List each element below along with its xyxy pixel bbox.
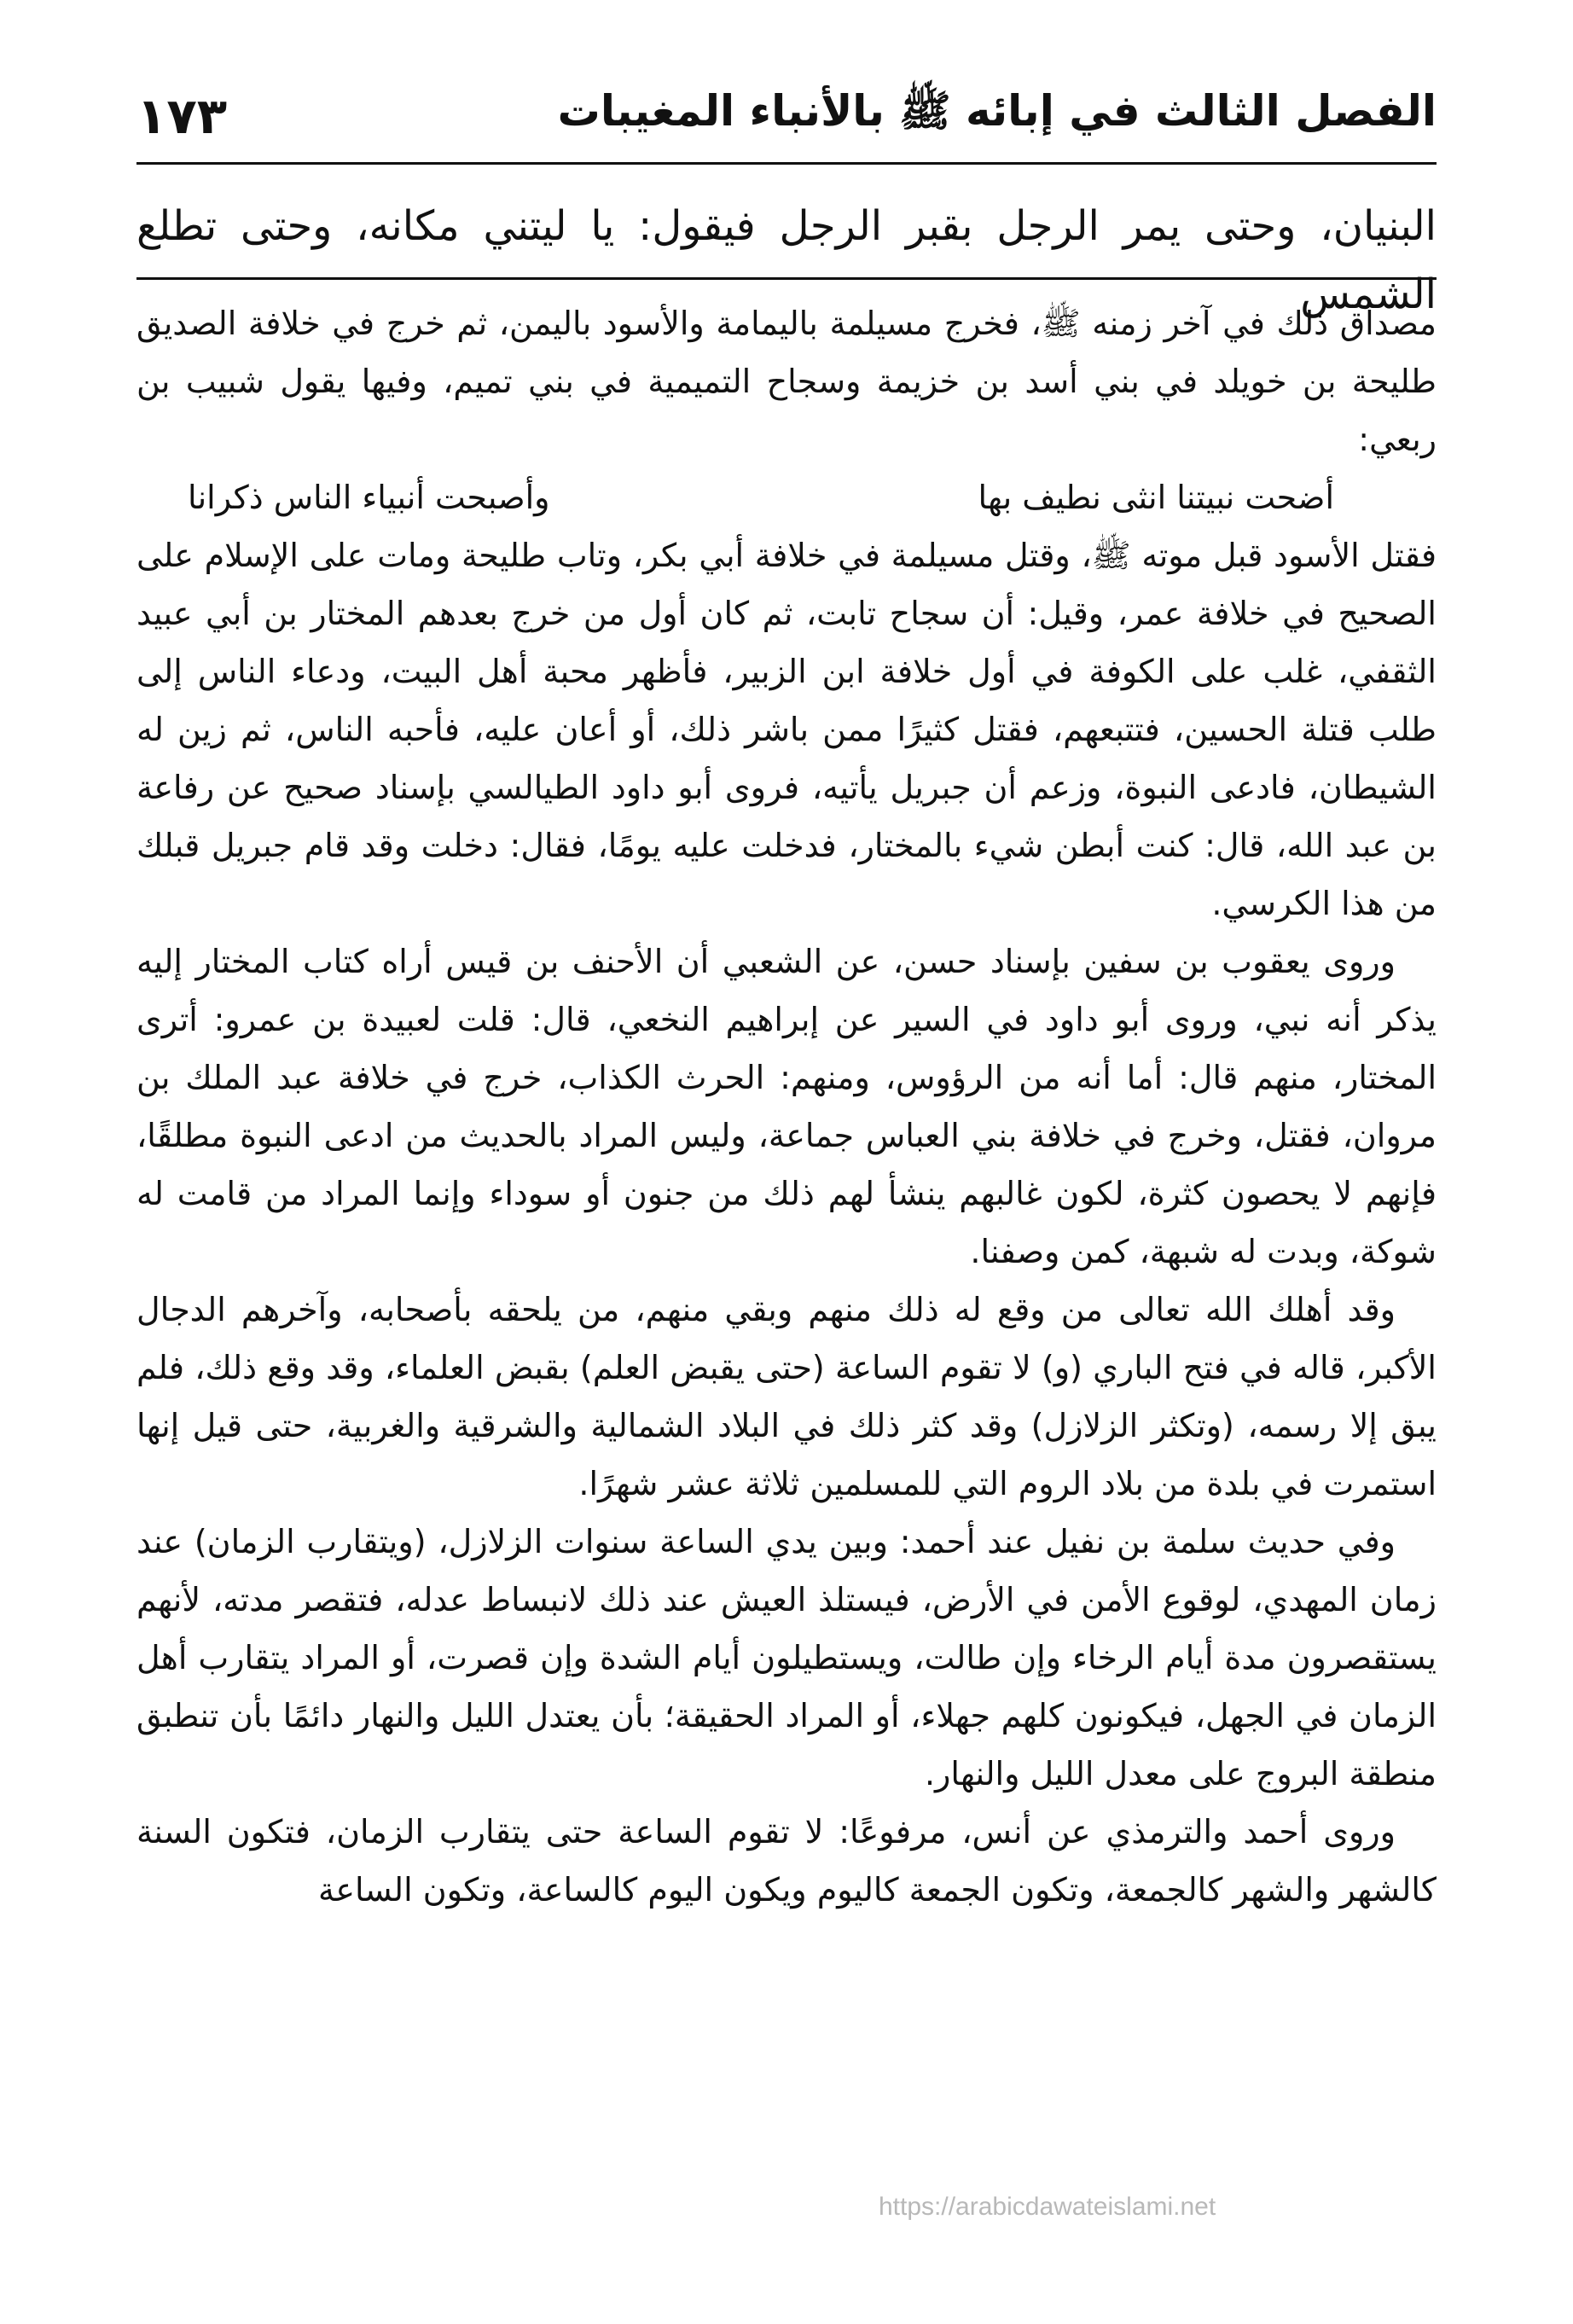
header-divider [136, 162, 1437, 165]
paragraph-3: وروى يعقوب بن سفين بإسناد حسن، عن الشعبي أن الأحنف بن قيس أراه كتاب المختار إليه يذكر أنه نبي، وروى أبو داود في السير عن إبراهيم النخعي، قال: قلت لعبيدة بن عمرو: أترى المختار، منهم قال: أما أنه من الرؤوس، ومنهم: الحرث الكذاب، خرج في خلافة عبد الملك بن مروان، فقتل، وخرج في خلافة بني العباس جماعة، وليس المراد بالحديث من ادعى النبوة مطلقًا، فإنهم لا يحصون كثرة، لكون غالبهم ينشأ لهم ذلك من جنون أو سوداء وإنما المراد من قامت له شوكة، وبدت له شبهة، كمن وصفنا. [136, 943, 1437, 1270]
source-watermark: https://arabicdawateislami.net [879, 2193, 1216, 2221]
paragraph-2: فقتل الأسود قبل موته ﷺ، وقتل مسيلمة في خلافة أبي بكر، وتاب طليحة ومات على الإسلام على الصحيح في خلافة عمر، وقيل: أن سجاح تابت، ثم كان أول من خرج بعدهم المختار بن أبي عبيد الثقفي، غلب على الكوفة في أول خلافة ابن الزبير، فأظهر محبة أهل البيت، ودعاء الناس إلى طلب قتلة الحسين، فتتبعهم، فقتل كثيرًا ممن باشر ذلك، أو أعان عليه، فأحبه الناس، ثم زين له الشيطان، فادعى النبوة، وزعم أن جبريل يأتيه، فروى أبو داود الطيالسي بإسناد صحيح عن رفاعة بن عبد الله، قال: كنت أبطن شيء بالمختار، فدخلت عليه يومًا، فقال: دخلت وقد قام جبريل قبلك من هذا الكرسي. [136, 537, 1437, 922]
running-title: الفصل الثالث في إبائه ﷺ بالأنباء المغيبات [557, 86, 1437, 136]
main-text [136, 294, 1437, 1919]
paragraph-6: وروى أحمد والترمذي عن أنس، مرفوعًا: لا تقوم الساعة حتى يتقارب الزمان، فتكون السنة كالشهر والشهر كالجمعة، وتكون الجمعة كاليوم ويكون اليوم كالساعة، وتكون الساعة [136, 1813, 1437, 1909]
running-head [136, 82, 1437, 150]
paragraph-4: وقد أهلك الله تعالى من وقع له ذلك منهم وبقي منهم، من يلحقه بأصحابه، وآخرهم الدجال الأكبر، قاله في فتح الباري (و) لا تقوم الساعة (حتى يقبض العلم) بقبض العلماء، وقد وقع ذلك، فلم يبق إلا رسمه، (وتكثر الزلازل) وقد كثر ذلك في البلاد الشمالية والشرقية والغربية، حتى قيل إنها استمرت في بلدة من بلاد الروم التي للمسلمين ثلاثة عشر شهرًا. [136, 1291, 1437, 1502]
paragraph-1: مصداق ذلك في آخر زمنه ﷺ، فخرج مسيلمة باليمامة والأسود باليمن، ثم خرج في خلافة الصديق طليحة بن خويلد في بني أسد بن خزيمة وسجاح التميمية في بني تميم، وفيها يقول شبيب بن ربعي: [136, 305, 1437, 458]
carry-over-line: البنيان، وحتى يمر الرجل بقبر الرجل فيقول: يا ليتني مكانه، وحتى تطلع الشمس [136, 202, 1437, 318]
verse-second-hemistich: وأصبحت أنبياء الناس ذكرانا [188, 479, 550, 516]
body-divider [136, 277, 1437, 280]
paragraph-5: وفي حديث سلمة بن نفيل عند أحمد: وبين يدي الساعة سنوات الزلازل، (ويتقارب الزمان) عند زمان المهدي، لوقوع الأمن في الأرض، فيستلذ العيش عند ذلك لانبساط عدله، فتقصر مدته، لأنهم يستقصرون مدة أيام الرخاء وإن طالت، ويستطيلون أيام الشدة وإن قصرت، أو المراد يتقارب أهل الزمان في الجهل، فيكونون كلهم جهلاء، أو المراد الحقيقة؛ بأن يعتدل الليل والنهار دائمًا بأن تنطبق منطقة البروج على معدل الليل والنهار. [136, 1523, 1437, 1792]
poetry-verse [136, 468, 1437, 526]
verse-first-hemistich: أضحت نبيتنا انثى نطيف بها [978, 479, 1334, 516]
page-number: ١٧٣ [136, 87, 228, 145]
